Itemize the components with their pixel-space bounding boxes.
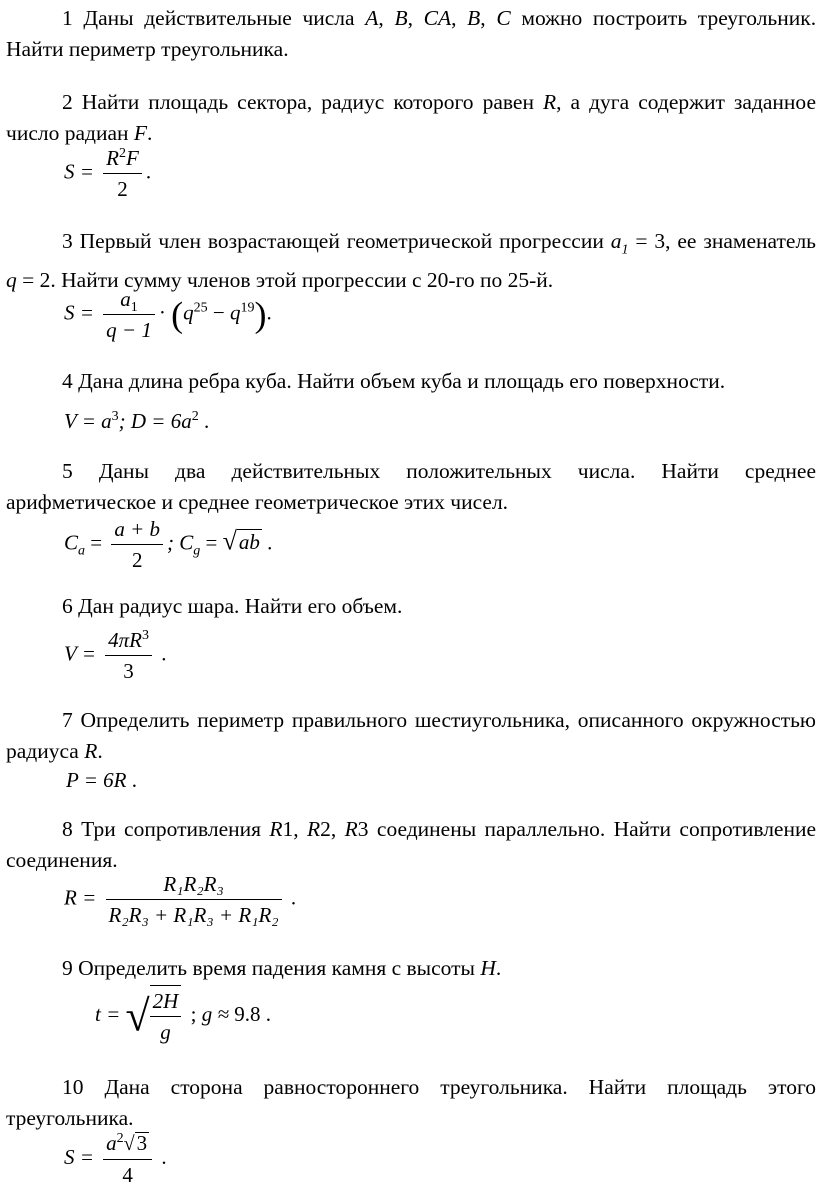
task-1: 1 Даны действительные числа A, B, CA, B, C можно построить треугольник. Найти периметр треугольника. <box>6 6 816 61</box>
sqrt-sign: √ <box>125 991 150 1041</box>
task-8: 8 Три сопротивления R1, R2, R3 соединены параллельно. Найти сопротивление соединения. <box>6 817 816 872</box>
task-6: 6 Дан радиус шара. Найти его объем. <box>62 594 403 618</box>
formula-sphere: V = $\frac{4\pi R^3}{3}$ . <box>64 625 166 686</box>
formula-means: $C_a$ = $\frac{a + b}{2}$ ; $C_g = √ab$ . <box>64 514 272 575</box>
task-4: 4 Дана длина ребра куба. Найти объем куба и площадь его поверхности. <box>62 369 726 393</box>
formula-progression-sum: S = $\frac{a_1}{q - 1}$ · $(q^{25} - q^{19})$. <box>64 284 272 345</box>
task-number: 1 <box>62 6 73 30</box>
formula-resistance: R = $\frac{\text{R₁R₂R₃}}{\text{R₂R₃ + R₁R₃ + R₁R₂}}$ . <box>64 869 296 930</box>
sqrt-sign: √ <box>222 526 237 556</box>
task-10: 10 Дана сторона равностороннего треугольника. Найти площадь этого треугольника. <box>6 1075 816 1130</box>
formula-cube: $V = a^3$; $D = 6a^2$ . <box>64 409 210 433</box>
formula-sector-area: S = $\frac{R^2F}{2}$ . <box>64 143 151 204</box>
sqrt-sign: √ <box>123 1133 135 1155</box>
formula-triangle-area: S = $\frac{a^2√3}{4}$ . <box>64 1128 167 1190</box>
task-2: 2 Найти площадь сектора, радиус которого равен R, а дуга содержит заданное число радиан F. <box>6 90 816 145</box>
task-9: 9 Определить время падения камня с высоты H. <box>62 956 502 980</box>
task-7: 7 Определить периметр правильного шестиугольника, описанного окружностью радиуса R. <box>6 708 816 763</box>
task-5: 5 Даны два действительных положительных числа. Найти среднее арифметическое и среднее геометрическое этих чисел. <box>6 459 816 514</box>
formula-hexagon: P = 6R . <box>66 768 137 792</box>
task-3: 3 Первый член возрастающей геометрической прогрессии $a_1 = 3$, ее знаменатель q = 2. Найти сумму членов этой прогрессии с 20-го по 25-й. <box>6 229 816 293</box>
formula-fall-time: t = √ $\frac{2H}{g}$ ; g ≈ 9.8 . <box>95 985 271 1047</box>
